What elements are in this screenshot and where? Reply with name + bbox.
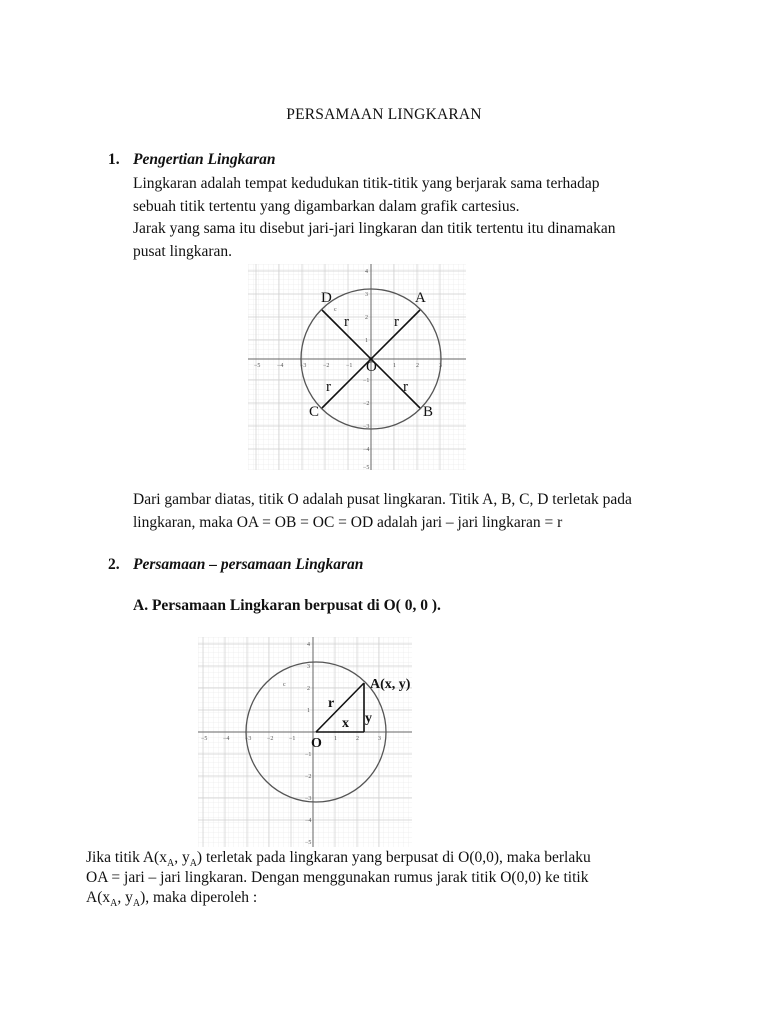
x-tick: 1 xyxy=(393,363,396,369)
x-tick: −4 xyxy=(277,363,284,369)
label-b: B xyxy=(423,404,434,420)
label-x: x xyxy=(342,716,349,731)
y-tick: −5 xyxy=(363,465,370,470)
y-tick: 4 xyxy=(307,642,310,648)
label-o: O xyxy=(366,359,377,375)
x-tick: −5 xyxy=(201,736,208,742)
x-tick: −5 xyxy=(254,363,261,369)
paragraph-2-line-1: Jika titik $A(x_A$, $y_A$) terletak pada lingkaran yang berpusat di O(0,0), maka berlaku xyxy=(86,849,591,870)
label-a: A xyxy=(415,290,426,306)
paragraph-1-line-1: Dari gambar diatas, titik O adalah pusat lingkaran. Titik A, B, C, D terletak pada xyxy=(133,491,632,508)
y-tick: −1 xyxy=(363,378,370,384)
y-tick: −3 xyxy=(363,424,370,430)
y-tick: 2 xyxy=(307,686,310,692)
label-o: O xyxy=(311,736,322,751)
x-tick: −2 xyxy=(267,736,274,742)
section-1-number: 1. xyxy=(108,151,120,168)
section-1-line-2: sebuah titik tertentu yang digambarkan dalam grafik cartesius. xyxy=(133,198,520,215)
y-tick: −1 xyxy=(305,752,312,758)
section-2-heading: Persamaan – persamaan Lingkaran xyxy=(133,556,364,573)
paragraph-2-line-2: OA = jari – jari lingkaran. Dengan menggunakan rumus jarak titik O(0,0) ke titik xyxy=(86,869,589,886)
y-tick: −4 xyxy=(363,447,370,453)
label-r: r xyxy=(344,314,349,330)
section-1-heading: Pengertian Lingkaran xyxy=(133,151,276,168)
x-tick: 1 xyxy=(334,736,337,742)
y-tick: 1 xyxy=(307,708,310,714)
x-tick: −4 xyxy=(223,736,230,742)
y-tick: 2 xyxy=(365,315,368,321)
y-tick: −4 xyxy=(305,818,312,824)
label-d: D xyxy=(321,290,332,306)
y-tick: 3 xyxy=(365,292,368,298)
section-1-line-4: pusat lingkaran. xyxy=(133,243,233,260)
label-y: y xyxy=(365,711,372,726)
y-tick: 1 xyxy=(365,338,368,344)
x-tick: 3 xyxy=(378,736,381,742)
label-r: r xyxy=(326,379,331,395)
circle-label-c: c xyxy=(283,682,286,688)
y-tick: −2 xyxy=(305,774,312,780)
y-tick: −5 xyxy=(305,840,312,846)
label-r: r xyxy=(328,696,335,711)
paragraph-1-line-2: lingkaran, maka OA = OB = OC = OD adalah jari – jari lingkaran = r xyxy=(133,514,563,531)
label-a-point: A(x, y) xyxy=(370,677,411,692)
circle-label-c: c xyxy=(334,307,337,313)
x-tick: 2 xyxy=(356,736,359,742)
x-tick: −3 xyxy=(300,363,307,369)
label-r: r xyxy=(403,379,408,395)
page-title: PERSAMAAN LINGKARAN xyxy=(286,106,482,123)
section-2-subheading: A. Persamaan Lingkaran berpusat di O( 0, 0 ). xyxy=(133,597,441,614)
y-tick: −3 xyxy=(305,796,312,802)
y-tick: −2 xyxy=(363,401,370,407)
x-tick: −1 xyxy=(289,736,296,742)
section-1-line-1: Lingkaran adalah tempat kedudukan titik-titik yang berjarak sama terhadap xyxy=(133,175,600,192)
label-c: C xyxy=(309,404,320,420)
paragraph-2-line-3: $A(x_A$, $y_A$), maka diperoleh : xyxy=(86,889,258,910)
section-1-line-3: Jarak yang sama itu disebut jari-jari lingkaran dan titik tertentu itu dinamakan xyxy=(133,220,616,237)
section-2-number: 2. xyxy=(108,556,120,573)
x-tick: −1 xyxy=(346,363,353,369)
y-tick: 4 xyxy=(365,269,368,275)
x-tick: 2 xyxy=(416,363,419,369)
figure-2-circle-graph xyxy=(198,637,412,847)
label-r: r xyxy=(394,314,399,330)
y-tick: 3 xyxy=(307,664,310,670)
x-tick: −3 xyxy=(245,736,252,742)
figure-1-circle-graph xyxy=(248,264,466,470)
x-tick: 3 xyxy=(439,363,442,369)
x-tick: −2 xyxy=(323,363,330,369)
